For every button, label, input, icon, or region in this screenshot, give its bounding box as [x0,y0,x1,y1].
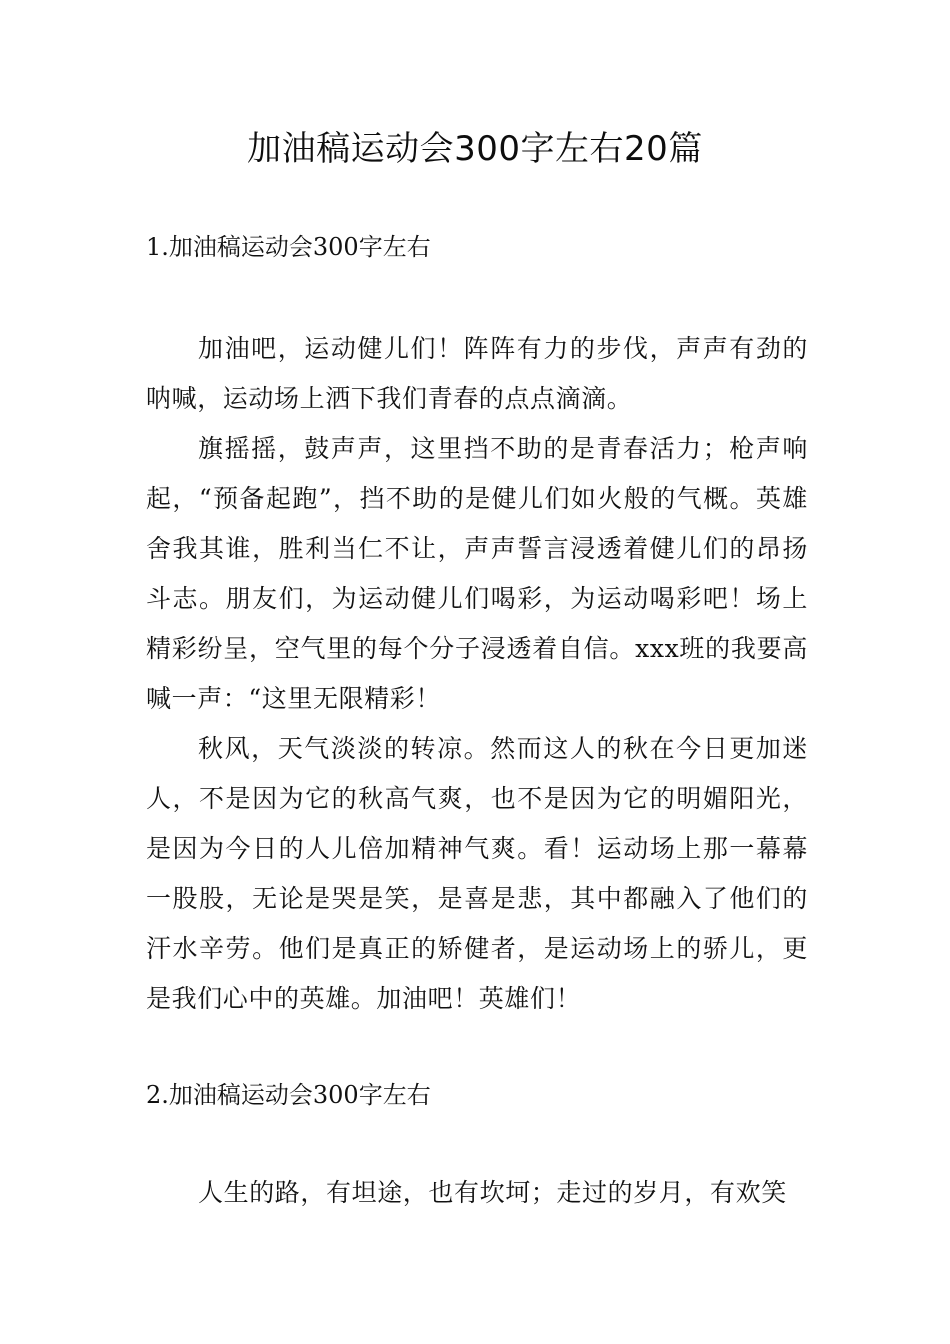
paragraph: 旗摇摇，鼓声声，这里挡不助的是青春活力；枪声响起，“预备起跑”，挡不助的是健儿们如火般的气概。英雄舍我其谁，胜利当仁不让，声声誓言浸透着健儿们的昂扬斗志。朋友们，为运动健儿们喝彩，为运动喝彩吧！场上精彩纷呈，空气里的每个分子浸透着自信。xxx班的我要高喊一声：“这里无限精彩！ [146,434,808,713]
paragraph: 秋风，天气淡淡的转凉。然而这人的秋在今日更加迷人，不是因为它的秋高气爽，也不是因为它的明媚阳光，是因为今日的人儿倍加精神气爽。看！运动场上那一幕幕一股股，无论是哭是笑，是喜是悲，其中都融入了他们的汗水辛劳。他们是真正的矫健者，是运动场上的骄儿，更是我们心中的英雄。加油吧！英雄们！ [146,734,808,1013]
section-body-2 [146,1168,808,1218]
section-heading-2: 2.加油稿运动会300字左右 [146,1081,431,1109]
section-heading-1: 1.加油稿运动会300字左右 [146,233,431,261]
paragraph: 人生的路，有坦途，也有坎坷；走过的岁月，有欢笑 [198,1178,787,1207]
paragraph: 加油吧，运动健儿们！阵阵有力的步伐，声声有劲的呐喊，运动场上洒下我们青春的点点滴滴。 [146,334,808,413]
section-body-1 [146,324,808,1024]
document-title: 加油稿运动会300字左右20篇 [247,129,703,169]
